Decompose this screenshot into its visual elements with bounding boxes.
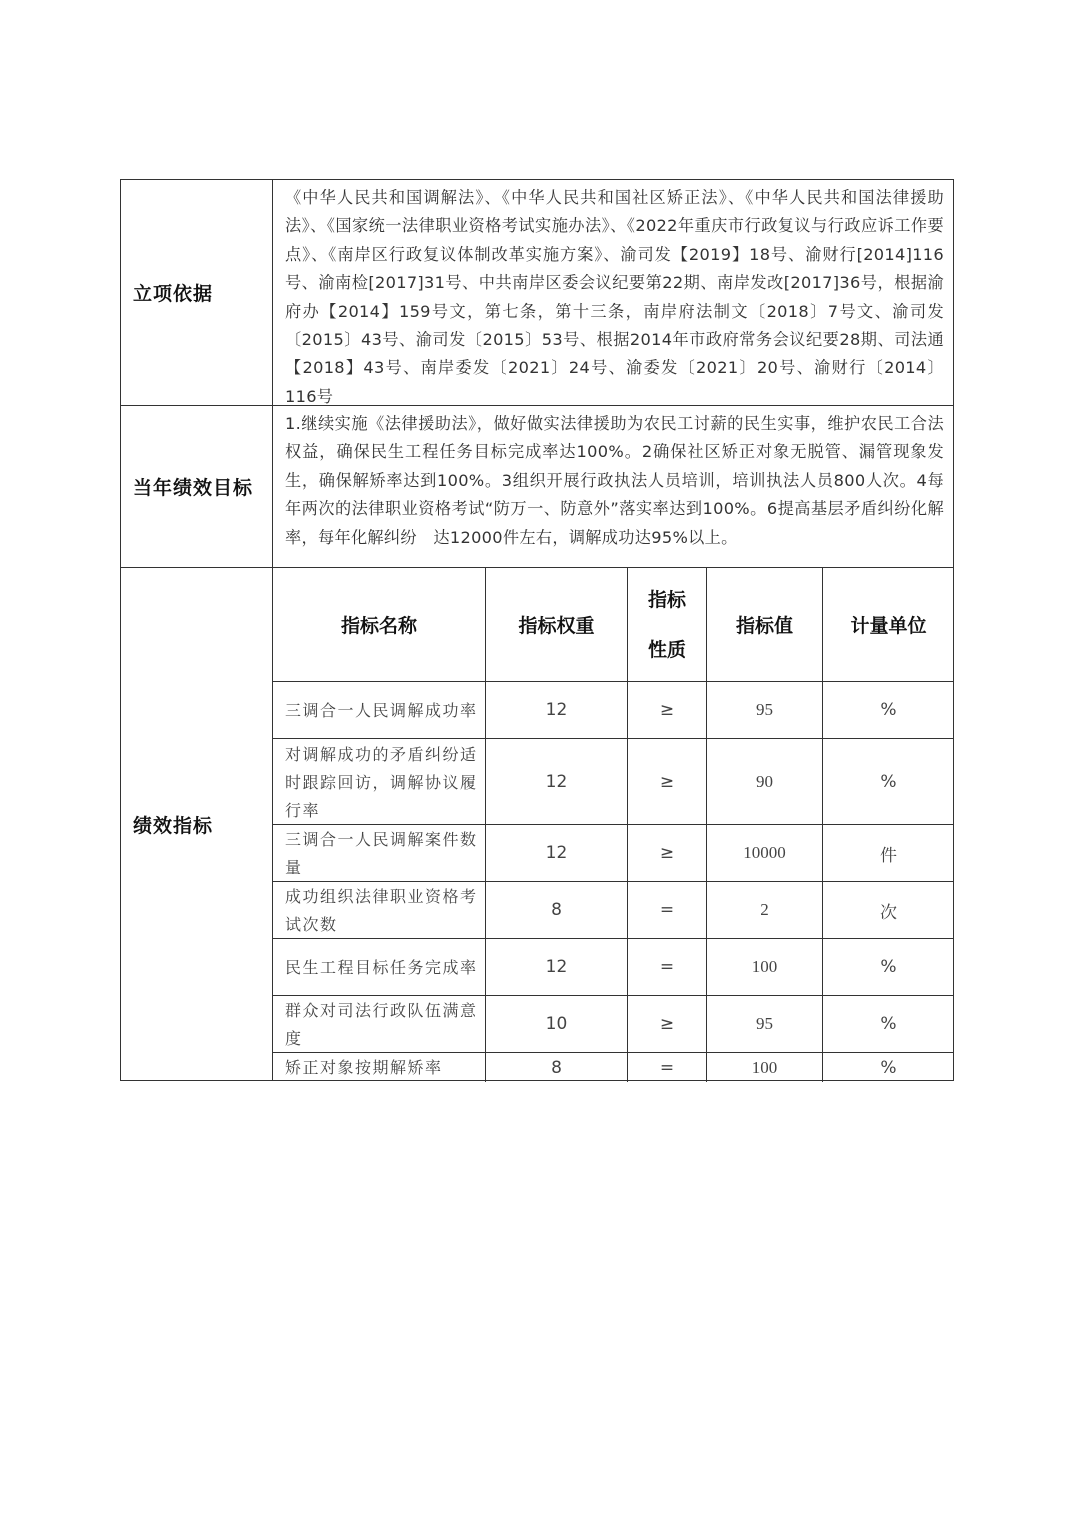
cell-name: 群众对司法行政队伍满意度: [273, 996, 486, 1053]
indicators-table: [273, 568, 954, 1081]
cell-weight: 10: [486, 996, 628, 1053]
header-nature-line1: 指标: [647, 588, 686, 611]
goal-label: 当年绩效目标: [121, 406, 273, 568]
cell-unit: 件: [823, 825, 954, 882]
cell-weight: 12: [486, 825, 628, 882]
header-name: 指标名称: [273, 568, 486, 682]
cell-name: 三调合一人民调解成功率: [273, 682, 486, 739]
cell-value: 10000: [707, 825, 823, 882]
cell-nature: =: [628, 1053, 707, 1082]
cell-value: 95: [707, 682, 823, 739]
indicators-label: 绩效指标: [121, 568, 273, 1081]
basis-label: 立项依据: [121, 180, 273, 406]
cell-unit: 次: [823, 882, 954, 939]
cell-nature: ≥: [628, 739, 707, 825]
cell-value: 2: [707, 882, 823, 939]
cell-weight: 8: [486, 1053, 628, 1082]
cell-unit: %: [880, 1057, 897, 1078]
basis-text: 《中华人民共和国调解法》、《中华人民共和国社区矫正法》、《中华人民共和国法律援助法》、《国家统一法律职业资格考试实施办法》、《2022年重庆市行政复议与行政应诉工作要点》、《南岸区行政复议体制改革实施方案》、渝司发【2019】18号、渝财行[2014]116号、渝南检[2017]31号、中共南岸区委会议纪要第22期、南岸发改[2017]36号，根据渝府办【2014】159号文，第七条，第十三条，南岸府法制文〔2018〕7号文、渝司发〔2015〕43号、渝司发〔2015〕53号、根据2014年市政府常务会议纪要28期、司法通【2018】43号、南岸委发〔2021〕24号、渝委发〔2021〕20号、渝财行〔2014〕116号: [273, 180, 954, 406]
cell-unit: %: [823, 682, 954, 739]
header-nature: [628, 568, 707, 682]
cell-unit: %: [823, 939, 954, 996]
cell-weight: 8: [486, 882, 628, 939]
cell-value: 100: [707, 1053, 823, 1082]
cell-name: 成功组织法律职业资格考试次数: [273, 882, 486, 939]
goal-text: 1.继续实施《法律援助法》，做好做实法律援助为农民工讨薪的民生实事，维护农民工合法权益，确保民生工程任务目标完成率达100%。2确保社区矫正对象无脱管、漏管现象发生，确保解矫率达到100%。3组织开展行政执法人员培训，培训执法人员800人次。4每年两次的法律职业资格考试“防万一、防意外”落实率达到100%。6提高基层矛盾纠纷化解率，每年化解纠纷 达12000件左右，调解成功达95%以上。: [273, 406, 954, 568]
cell-unit: %: [823, 739, 954, 825]
cell-nature: ≥: [628, 825, 707, 882]
cell-nature: =: [628, 882, 707, 939]
cell-value: 90: [707, 739, 823, 825]
cell-name: 矫正对象按期解矫率: [273, 1053, 486, 1082]
cell-value: 100: [707, 939, 823, 996]
cell-name: 三调合一人民调解案件数量: [273, 825, 486, 882]
cell-weight: 12: [486, 739, 628, 825]
cell-name: 对调解成功的矛盾纠纷适时跟踪回访，调解协议履行率: [273, 739, 486, 825]
cell-name: 民生工程目标任务完成率: [273, 939, 486, 996]
cell-weight: 12: [486, 682, 628, 739]
cell-value: 95: [707, 996, 823, 1053]
cell-nature: =: [628, 939, 707, 996]
performance-table: [120, 179, 954, 1081]
header-value: 指标值: [707, 568, 823, 682]
cell-weight: 12: [486, 939, 628, 996]
cell-nature: ≥: [628, 996, 707, 1053]
cell-nature: ≥: [628, 682, 707, 739]
header-nature-line2: 性质: [647, 638, 686, 661]
header-unit: 计量单位: [823, 568, 954, 682]
header-weight: 指标权重: [486, 568, 628, 682]
cell-unit: %: [823, 996, 954, 1053]
